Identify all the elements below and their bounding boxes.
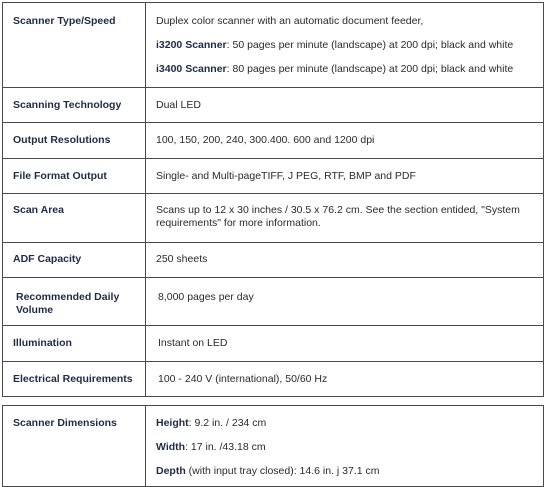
row-value: 8,000 pages per day (158, 291, 254, 303)
value-line (156, 441, 537, 454)
table-row (2, 243, 544, 278)
value-line (156, 417, 537, 430)
row-label: Illumination (3, 326, 146, 361)
row-label: Electrical Requirements (3, 362, 146, 396)
row-label: Scanner Type/Speed (3, 3, 146, 87)
table-gap (2, 397, 544, 405)
row-label: ADF Capacity (3, 243, 146, 277)
value-text: : 80 pages per minute (landscape) at 200 dpi; black and white (226, 63, 514, 75)
row-value: Dual LED (156, 99, 201, 111)
value-text: (with input tray closed): 14.6 in. j 37.1 cm (185, 465, 380, 477)
row-value: 250 sheets (156, 253, 208, 265)
table-row (2, 405, 544, 487)
row-value: Scans up to 12 x 30 inches / 30.5 x 76.2 cm. See the section entided, "System requirements" for more information. (156, 204, 520, 229)
row-label: Recommended Daily Volume (3, 278, 146, 325)
table-row (2, 326, 544, 362)
row-label: Scan Area (3, 194, 146, 242)
table-row (2, 362, 544, 397)
row-value: Single- and Multi-pageTIFF, J PEG, RTF, BMP and PDF (156, 170, 416, 182)
value-line (156, 465, 537, 478)
dimension-name: Width (156, 441, 186, 453)
table-row (2, 88, 544, 123)
table-row (2, 194, 544, 243)
table-row (2, 2, 544, 88)
value-text: : 17 in. /43.18 cm (185, 441, 266, 453)
row-label: Scanning Technology (3, 88, 146, 122)
model-name: i3200 Scanner (156, 39, 227, 51)
row-label: File Format Output (3, 159, 146, 193)
row-value (146, 406, 543, 486)
value-text: Duplex color scanner with an automatic document feeder, (156, 15, 424, 27)
row-value: 100, 150, 200, 240, 300.400. 600 and 1200 dpi (156, 134, 375, 146)
dimension-name: Depth (156, 465, 186, 477)
value-text: : 50 pages per minute (landscape) at 200 dpi; black and white (226, 39, 514, 51)
row-label: Output Resolutions (3, 123, 146, 158)
row-value (146, 3, 543, 87)
value-line (156, 15, 537, 28)
value-text: : 9.2 in. / 234 cm (188, 417, 267, 429)
table-row (2, 123, 544, 159)
table-row (2, 278, 544, 326)
dimension-name: Height (156, 417, 189, 429)
table-row (2, 159, 544, 194)
model-name: i3400 Scanner (156, 63, 227, 75)
value-line (156, 63, 537, 76)
value-line (156, 39, 537, 52)
row-value: Instant on LED (158, 337, 228, 349)
row-value: 100 - 240 V (international), 50/60 Hz (158, 373, 328, 385)
spec-table (2, 2, 544, 487)
row-label: Scanner Dimensions (3, 406, 146, 486)
